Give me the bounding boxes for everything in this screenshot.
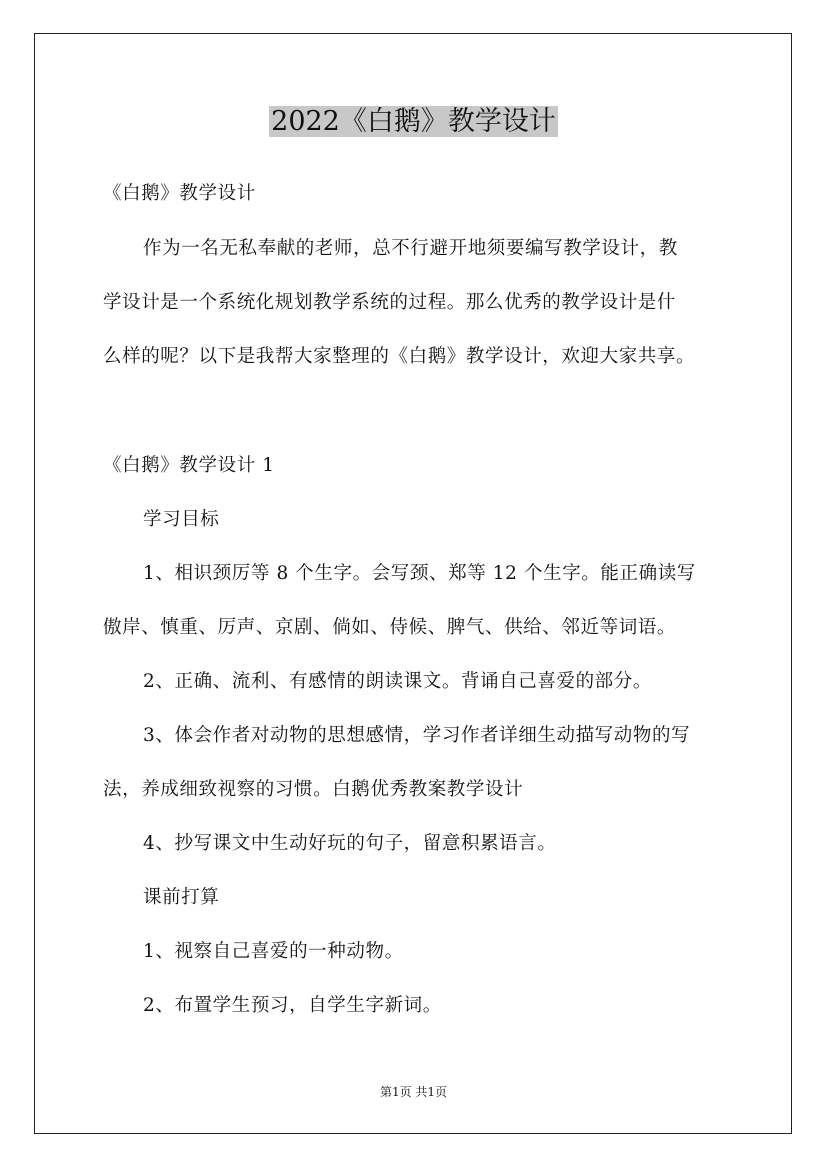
goal-4: 4、抄写课文中生动好玩的句子，留意积累语言。 bbox=[143, 833, 557, 854]
title-text: 2022《白鹅》教学设计 bbox=[271, 106, 556, 137]
goal-2: 2、正确、流利、有感情的朗读课文。背诵自己喜爱的部分。 bbox=[143, 671, 652, 692]
intro-line-2: 学设计是一个系统化规划教学系统的过程。那么优秀的教学设计是什 bbox=[103, 292, 677, 313]
intro-line-3: 么样的呢？以下是我帮大家整理的《白鹅》教学设计，欢迎大家共享。 bbox=[103, 346, 696, 367]
goal-1-line-2: 傲岸、慎重、厉声、京剧、倘如、侍候、脾气、供给、邻近等词语。 bbox=[103, 617, 677, 638]
prep-1: 1、视察自己喜爱的一种动物。 bbox=[143, 941, 404, 962]
section-title: 《白鹅》教学设计 1 bbox=[103, 455, 275, 476]
prep-2: 2、布置学生预习，自学生字新词。 bbox=[143, 995, 442, 1016]
goal-3-line-1: 3、体会作者对动物的思想感情，学习作者详细生动描写动物的写 bbox=[143, 725, 691, 746]
subtitle: 《白鹅》教学设计 bbox=[103, 183, 256, 204]
goals-heading: 学习目标 bbox=[143, 509, 220, 530]
prep-heading: 课前打算 bbox=[143, 887, 220, 908]
document-title bbox=[0, 103, 827, 141]
page-footer: 第1页 共1页 bbox=[379, 1085, 448, 1099]
goal-3-line-2: 法，养成细致视察的习惯。白鹅优秀教案教学设计 bbox=[103, 779, 524, 800]
intro-line-1: 作为一名无私奉献的老师，总不行避开地须要编写教学设计，教 bbox=[143, 238, 678, 259]
goal-1-line-1: 1、相识颈厉等 8 个生字。会写颈、郑等 12 个生字。能正确读写 bbox=[143, 563, 696, 584]
